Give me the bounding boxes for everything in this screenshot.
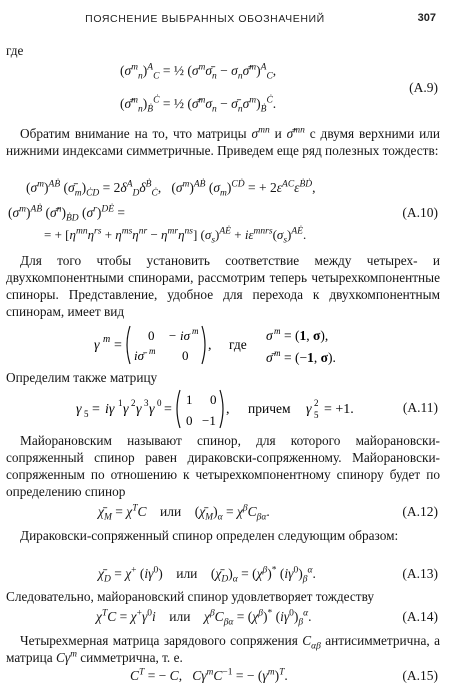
svg-text:2: 2: [131, 398, 136, 408]
svg-text:σ̄: σ̄: [266, 350, 273, 365]
equation-label-a12: (A.12): [402, 504, 438, 519]
svg-text:5: 5: [314, 410, 319, 420]
paragraph-where: где: [6, 43, 24, 58]
gamma5-matrix-svg: [76, 386, 376, 432]
svg-text:1: 1: [118, 398, 123, 408]
equation-a10-line2: $(\sigma^m)^{AḂ}$ $(\sigmā^n)_{ḂD}$ $(\sigma^r)^{DĖ}$ =: [8, 204, 126, 224]
paragraph-6: Следовательно, майорановский спинор удовлетворяет тождеству: [6, 589, 375, 604]
page-number: 307: [417, 12, 436, 24]
svg-text:= (1, σ),: = (1, σ),: [284, 328, 329, 343]
equation-label-a14: (A.14): [402, 609, 438, 624]
svg-text:0: 0: [210, 392, 217, 407]
svg-text:,: ,: [226, 402, 230, 417]
equation-label-a9: (A.9): [409, 80, 438, 95]
equation-gamma-definition: [94, 322, 434, 366]
svg-text:2: 2: [314, 398, 319, 408]
equation-label-a15: (A.15): [402, 668, 438, 683]
gamma-matrix-svg: [94, 322, 434, 368]
svg-text:3: 3: [144, 398, 149, 408]
svg-text:m: m: [274, 348, 281, 358]
svg-text:=: =: [164, 402, 172, 417]
svg-text:γ: γ: [94, 338, 100, 353]
svg-text:причем: причем: [248, 401, 291, 416]
svg-text:γ: γ: [123, 402, 129, 417]
paragraph-2: Для того чтобы установить соответствие между четырех- и двухкомпонентными спинорами, рассмотрим теперь четырехкомпонентные спиноры. Представление, удобное для перехода к двухкомпонентным спинорам, имеет вид: [6, 253, 440, 319]
svg-text:γ: γ: [306, 402, 312, 417]
running-header: ПОЯСНЕНИЕ ВЫБРАННЫХ ОБОЗНАЧЕНИЙ: [85, 13, 325, 25]
equation-a11: [76, 386, 376, 430]
svg-text:5: 5: [84, 409, 89, 419]
svg-text:m: m: [192, 326, 199, 336]
svg-text:iσ̄: iσ̄: [134, 348, 145, 363]
svg-text:iγ: iγ: [105, 402, 115, 417]
equation-label-a11: (A.11): [402, 400, 438, 415]
svg-text:−1: −1: [202, 413, 216, 428]
svg-text:γ: γ: [149, 402, 155, 417]
svg-text:1: 1: [186, 392, 193, 407]
svg-text:m: m: [103, 334, 111, 345]
equation-a9-line2: $(\sigmā^m_n)_Ḃ^Ċ$ = ½ ($\sigmā^m\sigma_n$ − $\sigmā_n\sigma^m)_Ḃ^Ċ$.: [120, 95, 277, 115]
paragraph-7: Четырехмерная матрица зарядового сопряжения $C_{\alpha\beta}$ антисимметрична, а матрица $C\gamma^m$ симметрична, т. е.: [6, 633, 440, 665]
svg-text:0: 0: [157, 398, 162, 408]
svg-text:γ: γ: [136, 402, 142, 417]
equation-label-a13: (A.13): [402, 566, 438, 581]
svg-text:γ: γ: [76, 402, 82, 417]
equation-a10-line3: = + $[\eta^{mn}\eta^{rs} + \eta^{ms}\eta^{nr} - \eta^{mr}\eta^{ns}] (\sigma_s)^{AĖ} + i\varepsilon^{mnrs}(\sigma_s)^{AĖ}$.: [44, 226, 307, 246]
svg-text:σ: σ: [266, 328, 273, 343]
svg-text:m: m: [149, 346, 156, 356]
svg-text:,: ,: [208, 338, 212, 353]
paragraph-5: Дираковски-сопряженный спинор определен следующим образом:: [20, 528, 399, 543]
svg-text:0: 0: [148, 328, 155, 343]
svg-text:m: m: [274, 326, 281, 336]
svg-text:0: 0: [186, 413, 193, 428]
equation-label-a10: (A.10): [402, 205, 438, 220]
svg-text:=: =: [92, 402, 100, 417]
svg-text:0: 0: [182, 348, 189, 363]
equation-a15: $C^T$ = − C, $C\gamma^mC^{-1}$ = − $(\gamma^m)^T$.: [130, 667, 288, 683]
equation-a10-line1: $(\sigma^m)^{AḂ}$ $(\sigmā_m)_{ĊD} = 2\delta^A_D\delta^Ḃ_Ċ$, $(\sigma^m)^{AḂ}$ $(\sigma_m)^{CḊ}$ = + $2\varepsilon^{AC}\varepsilon^{ḂḊ}$,: [26, 179, 316, 199]
paragraph-4: Майорановским называют спинор, для которого майорановски-сопряженный спинор равен дираковски-сопряженному. Майорановски-сопряженным по отношению к четырехкомпонентному спинору будет по определению спинор: [6, 433, 440, 499]
paragraph-1: Обратим внимание на то, что матрицы $\sigma^{mn}$ и σ̄$^{mn}$ с двумя верхними или нижними индексами симметричные. Приведем еще ряд полезных тождеств:: [6, 125, 440, 158]
svg-text:=: =: [114, 338, 122, 353]
equation-a9-line1: $(\sigma^m_n)^A_C$ = ½ ($\sigma^m\sigmā_n$ − $\sigma_n\sigmā^m)^A_C$,: [120, 62, 277, 82]
equation-a13: $\chī_D = \chi^+$ $(i\gamma^0)$ или $(\chī_D)_\alpha = (\chi^\beta)^*$ $(i\gamma^0)_\beta^\alpha$.: [98, 565, 316, 585]
svg-text:где: где: [229, 337, 247, 352]
paragraph-3: Определим также матрицу: [6, 370, 158, 385]
equation-a12: $\chī_M = \chi^TC$ или $(\chī_M)_\alpha = \chi^\beta C_{\beta\alpha}$.: [98, 503, 270, 523]
svg-text:= +1.: = +1.: [324, 402, 354, 417]
svg-text:= (−1, σ).: = (−1, σ).: [284, 350, 336, 365]
svg-text:− iσ: − iσ: [168, 328, 191, 343]
equation-a14: $\chi^TC = \chi^+\gamma^0i$ или $\chi^\beta C_{\beta\alpha} = (\chi^\beta)^*$ $(i\gamma^0)_\beta^\alpha$.: [96, 608, 312, 628]
